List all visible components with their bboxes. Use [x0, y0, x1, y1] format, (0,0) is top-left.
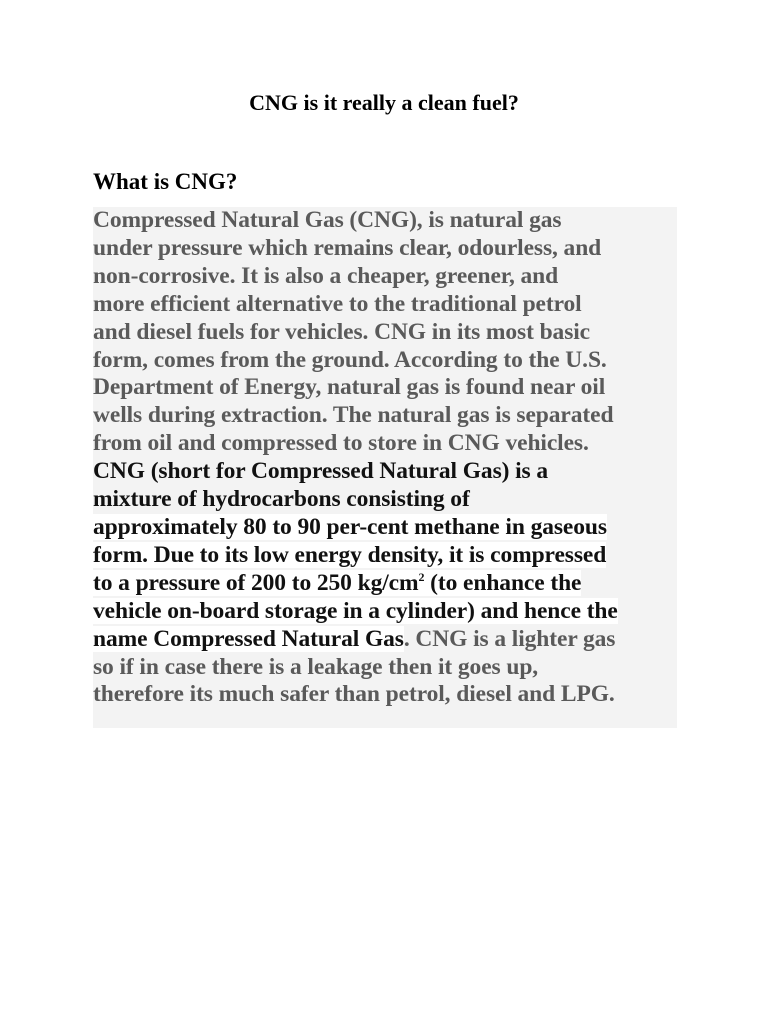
text-line-fragment: approximately 80 to 90 per-cent methane in gaseous	[93, 513, 607, 540]
text-line: non-corrosive. It is also a cheaper, greener, and	[93, 262, 559, 289]
text-line-fragment: name Compressed Natural Gas	[93, 625, 404, 652]
text-line-fragment	[93, 570, 581, 596]
text-line	[93, 598, 677, 626]
text-line: Compressed Natural Gas (CNG), is natural gas	[93, 207, 562, 233]
text-line-fragment: (to enhance the	[424, 569, 582, 596]
text-line: under pressure which remains clear, odourless, and	[93, 234, 602, 261]
text-line: and diesel fuels for vehicles. CNG in its most basic	[93, 318, 591, 345]
text-line: therefore its much safer than petrol, diesel and LPG.	[93, 681, 615, 708]
text-line-fragment: vehicle on-board storage in a cylinder) and hence the	[93, 597, 618, 624]
text-line: Department of Energy, natural gas is found near oil	[93, 374, 606, 401]
text-line: more efficient alternative to the traditional petrol	[93, 290, 582, 317]
text-line-fragment: mixture of hydrocarbons consisting of	[93, 486, 470, 513]
text-line	[93, 570, 677, 598]
text-line-fragment: form. Due to its low energy density, it is compressed	[93, 541, 607, 568]
text-line: so if in case there is a leakage then it goes up,	[93, 653, 539, 680]
superscript: 2	[418, 569, 425, 584]
text-line	[93, 626, 677, 654]
text-line: wells during extraction. The natural gas is separated	[93, 402, 614, 429]
text-line	[93, 542, 677, 570]
text-line: form, comes from the ground. According to the U.S.	[93, 346, 607, 373]
text-line-fragment: to a pressure of 200 to 250 kg/cm	[93, 569, 419, 596]
body-paragraph	[93, 207, 677, 709]
section-heading: What is CNG?	[93, 169, 238, 194]
page-title: CNG is it really a clean fuel?	[249, 90, 519, 115]
text-line: from oil and compressed to store in CNG vehicles.	[93, 430, 589, 457]
text-line	[93, 486, 677, 514]
text-line	[93, 514, 677, 542]
body-text-block	[93, 207, 677, 728]
text-line-fragment: . CNG is a lighter gas	[403, 625, 616, 652]
text-line: CNG (short for Compressed Natural Gas) is a	[93, 458, 549, 485]
